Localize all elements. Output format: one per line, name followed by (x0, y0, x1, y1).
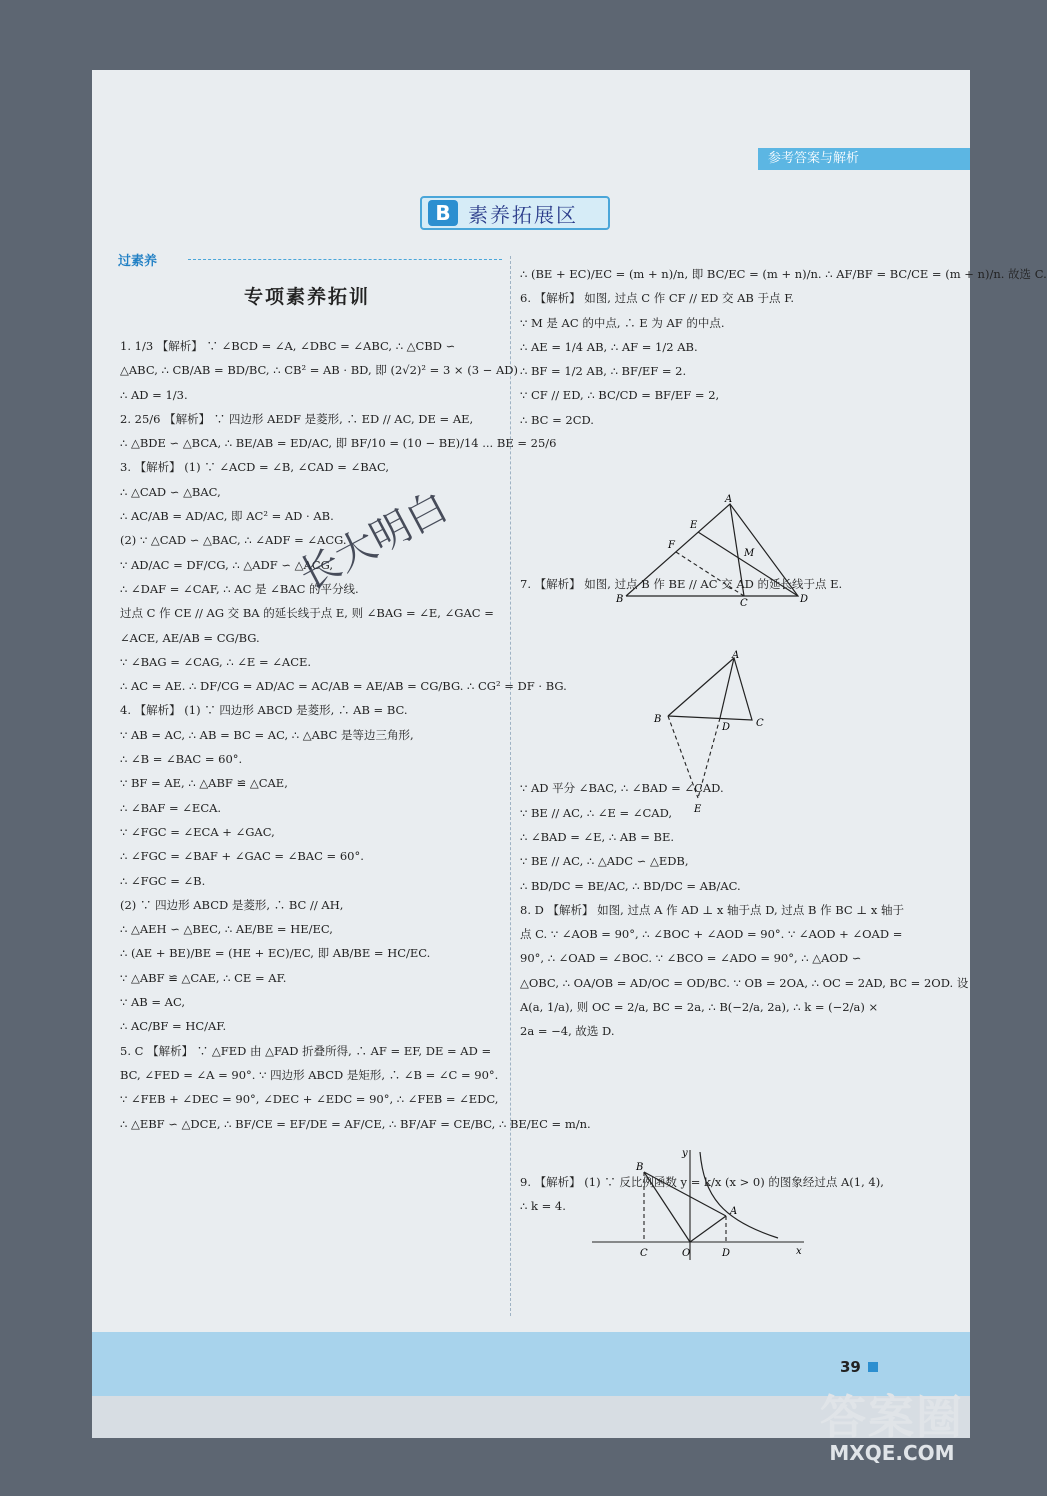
solution-line: ∵ M 是 AC 的中点, ∴ E 为 AF 的中点. (520, 315, 725, 330)
fig8-line-ab (644, 1172, 726, 1216)
tag-label: 过素养 (118, 254, 158, 269)
fig6-line-ed (698, 532, 798, 596)
page-marker (868, 1362, 878, 1372)
column-divider (510, 256, 511, 1316)
section-title-text: 素养拓展区 (468, 202, 578, 227)
fig6-line-ac (730, 504, 744, 596)
section-badge: B (428, 200, 458, 226)
solution-line: ∴ BD/DC = BE/AC, ∴ BD/DC = AB/AC. (520, 878, 741, 893)
fig8-label-a: A (730, 1206, 738, 1217)
fig7-label-c: C (756, 718, 764, 729)
solution-line: ∵ CF // ED, ∴ BC/CD = BF/EF = 2, (520, 388, 720, 403)
solution-line: 5. C 【解析】 ∵ △FED 由 △FAD 折叠所得, ∴ AF = EF, DE = AD = (120, 1043, 492, 1058)
solution-line: ∴ ∠BAD = ∠E, ∴ AB = BE. (520, 829, 675, 844)
fig8-label-y: y (682, 1148, 688, 1159)
solution-line: ∵ BF = AE, ∴ △ABF ≌ △CAE, (120, 776, 288, 791)
solution-line: ∴ AC/BF = HC/AF. (120, 1019, 227, 1034)
solution-line: ∴ k = 4. (520, 1198, 566, 1213)
solution-line: BC, ∠FED = ∠A = 90°. ∵ 四边形 ABCD 是矩形, ∴ ∠B = ∠C = 90°. (120, 1067, 499, 1082)
solution-line: A(a, 1/a), 则 OC = 2/a, BC = 2a, ∴ B(−2/a, 2a), ∴ k = (−2/a) × (520, 1000, 879, 1015)
solution-line: 9. 【解析】 (1) ∵ 反比例函数 y = k/x (x > 0) 的图象经过点 A(1, 4), (520, 1174, 884, 1189)
fig8-label-x: x (796, 1246, 802, 1257)
solution-line: 3. 【解析】 (1) ∵ ∠ACD = ∠B, ∠CAD = ∠BAC, (120, 460, 390, 475)
fig8-label-b: B (636, 1162, 644, 1173)
solution-line: ∴ BF = 1/2 AB, ∴ BF/EF = 2. (520, 364, 687, 379)
watermark-small: MXQE.COM (829, 1441, 955, 1465)
fig8-line-ob (644, 1172, 690, 1242)
solution-line: ∵ ∠BAG = ∠CAG, ∴ ∠E = ∠ACE. (120, 654, 312, 669)
figure-7 (648, 650, 778, 815)
fig6-triangle (626, 504, 798, 596)
solution-line: 2a = −4, 故选 D. (520, 1024, 615, 1039)
solution-line: ∠ACE, AE/AB = CG/BG. (120, 630, 260, 645)
figure-6 (612, 494, 812, 609)
fig6-label-a: A (725, 494, 733, 505)
solution-line: ∴ △CAD ∽ △BAC, (120, 484, 221, 499)
watermark-big: 答案圈 (820, 1390, 964, 1444)
fig8-label-c: C (640, 1248, 648, 1259)
solution-line: 2. 25/6 【解析】 ∵ 四边形 AEDF 是菱形, ∴ ED // AC, DE = AE, (120, 411, 474, 426)
solution-line: ∵ BE // AC, ∴ ∠E = ∠CAD, (520, 805, 673, 820)
solution-line: ∵ BE // AC, ∴ △ADC ∽ △EDB, (520, 854, 689, 869)
solution-line: ∵ AB = AC, ∴ AB = BC = AC, ∴ △ABC 是等边三角形, (120, 727, 414, 742)
fig6-label-d: D (800, 594, 809, 605)
solution-line: (2) ∵ △CAD ∽ △BAC, ∴ ∠ADF = ∠ACG. (120, 533, 347, 548)
subtitle: 专项素养拓训 (243, 286, 370, 308)
solution-line: ∴ AD = 1/3. (120, 387, 188, 402)
solution-line: ∴ ∠BAF = ∠ECA. (120, 800, 222, 815)
solution-line: ∵ △ABF ≌ △CAE, ∴ CE = AF. (120, 970, 287, 985)
solution-line: ∴ ∠FGC = ∠B. (120, 873, 206, 888)
fig7-label-d: D (722, 722, 731, 733)
solution-line: ∴ △AEH ∽ △BEC, ∴ AE/BE = HE/EC, (120, 922, 333, 937)
fig6-label-m: M (744, 548, 755, 559)
solution-line: ∵ AD/AC = DF/CG, ∴ △ADF ∽ △ACG, (120, 557, 334, 572)
watermark (820, 1392, 964, 1464)
fig7-line-ad (720, 658, 734, 718)
header-band: 参考答案与解析 (758, 148, 970, 170)
fig7-label-b: B (654, 714, 662, 725)
handwritten-scribble: 长大明白 (292, 483, 456, 600)
solution-line: △ABC, ∴ CB/AB = BD/BC, ∴ CB² = AB · BD, 即 (2√2)² = 3 × (3 − AD) (120, 363, 518, 378)
solution-line: ∴ (BE + EC)/EC = (m + n)/n, 即 BC/EC = (m + n)/n. ∴ AF/BF = BC/CE = (m + n)/n. 故选 C. (520, 267, 1047, 281)
solution-line: 4. 【解析】 (1) ∵ 四边形 ABCD 是菱形, ∴ AB = BC. (120, 703, 408, 718)
solution-line: ∵ ∠FEB + ∠DEC = 90°, ∠DEC + ∠EDC = 90°, ∴ ∠FEB = ∠EDC, (120, 1092, 499, 1107)
fig8-label-o: O (682, 1248, 691, 1259)
page-number: 39 (840, 1358, 861, 1376)
solution-line: (2) ∵ 四边形 ABCD 是菱形, ∴ BC // AH, (120, 897, 344, 912)
solution-line: 8. D 【解析】 如图, 过点 A 作 AD ⊥ x 轴于点 D, 过点 B 作 BC ⊥ x 轴于 (520, 902, 904, 917)
fig7-line-be (668, 716, 698, 798)
solution-line: 6. 【解析】 如图, 过点 C 作 CF // ED 交 AB 于点 F. (520, 291, 795, 306)
fig7-label-a: A (732, 650, 740, 661)
solution-line: ∴ ∠FGC = ∠BAF + ∠GAC = ∠BAC = 60°. (120, 849, 364, 864)
fig6-label-e: E (690, 520, 698, 531)
fig6-label-f: F (668, 540, 675, 551)
solution-line: 7. 【解析】 如图, 过点 B 作 BE // AC 交 AD 的延长线于点 E. (520, 577, 843, 592)
solution-line: △OBC, ∴ OA/OB = AD/OC = OD/BC. ∵ OB = 2OA, ∴ OC = 2AD, BC = 2OD. 设 (520, 975, 969, 990)
fig6-label-b: B (616, 594, 624, 605)
solution-line: ∴ △EBF ∽ △DCE, ∴ BF/CE = EF/DE = AF/CE, ∴ BF/AF = CE/BC, ∴ BE/EC = m/n. (120, 1116, 591, 1131)
section-title (420, 196, 610, 230)
solution-line: ∴ (AE + BE)/BE = (HE + EC)/EC, 即 AB/BE = HC/EC. (120, 946, 431, 961)
solution-line: 点 C. ∵ ∠AOB = 90°, ∴ ∠BOC + ∠AOD = 90°. ∵ ∠AOD + ∠OAD = (520, 927, 903, 942)
figure-8 (588, 1146, 818, 1266)
solution-line: ∴ AC/AB = AD/AC, 即 AC² = AD · AB. (120, 509, 334, 524)
fig8-line-oa (690, 1216, 726, 1242)
solution-line: ∴ BC = 2CD. (520, 412, 594, 427)
solution-line: ∵ AB = AC, (120, 995, 186, 1010)
solution-line: ∴ ∠B = ∠BAC = 60°. (120, 752, 243, 767)
solution-line: ∵ AD 平分 ∠BAC, ∴ ∠BAD = ∠CAD. (520, 781, 724, 796)
solution-line: ∴ △BDE ∽ △BCA, ∴ BE/AB = ED/AC, 即 BF/10 = (10 − BE)/14 ... BE = 25/6 (120, 436, 557, 451)
fig7-line-de (698, 718, 720, 798)
fig8-label-d: D (722, 1248, 731, 1259)
solution-line: ∵ ∠FGC = ∠ECA + ∠GAC, (120, 824, 275, 839)
solution-line: ∴ ∠DAF = ∠CAF, ∴ AC 是 ∠BAC 的平分线. (120, 581, 359, 596)
solution-line: 过点 C 作 CE // AG 交 BA 的延长线于点 E, 则 ∠BAG = ∠E, ∠GAC = (120, 606, 494, 621)
page (92, 70, 1047, 1396)
solution-line: 90°, ∴ ∠OAD = ∠BOC. ∵ ∠BCO = ∠ADO = 90°, ∴ △AOD ∽ (520, 951, 862, 966)
tag-divider (188, 259, 502, 260)
fig6-line-fc (676, 552, 744, 596)
solution-line: ∴ AE = 1/4 AB, ∴ AF = 1/2 AB. (520, 339, 698, 354)
footer-band (92, 1332, 970, 1396)
solution-line: ∴ AC = AE. ∴ DF/CG = AD/AC = AC/AB = AE/AB = CG/BG. ∴ CG² = DF · BG. (120, 679, 567, 694)
fig7-triangle (668, 658, 752, 720)
fig6-label-c: C (740, 598, 748, 609)
fig7-label-e: E (694, 804, 702, 815)
fig8-hyperbola (700, 1152, 778, 1238)
solution-line: 1. 1/3 【解析】 ∵ ∠BCD = ∠A, ∠DBC = ∠ABC, ∴ △CBD ∽ (120, 339, 456, 353)
